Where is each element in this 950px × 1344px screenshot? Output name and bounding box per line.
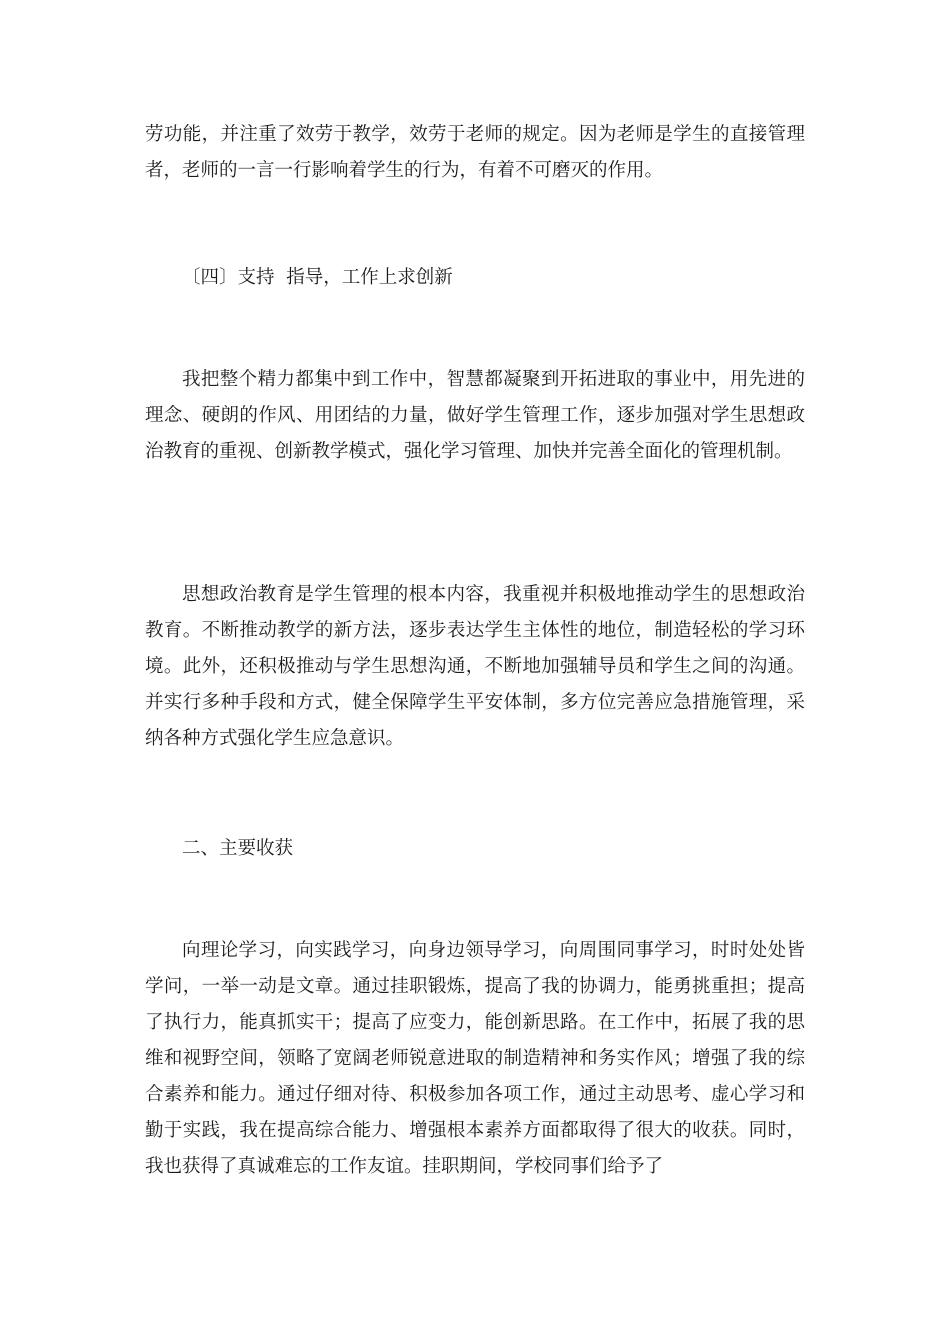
paragraph-political-education: 思想政治教育是学生管理的根本内容，我重视并积极地推动学生的思想政治教育。不断推动教学的新方法，逐步表达学生主体性的地位，制造轻松的学习环境。此外，还积极推动与学生思想沟通，不断地加强辅导员和学生之间的沟通。并实行多种手段和方式，健全保障学生平安体制，多方位完善应急措施管理，采纳各种方式强化学生应急意识。 [145,584,805,749]
section-heading-four: 〔四〕支持 指导，工作上求创新 [182,267,453,288]
paragraph-continuation: 劳功能，并注重了效劳于教学，效劳于老师的规定。因为老师是学生的直接管理者，老师的一言一行影响着学生的行为，有着不可磨灭的作用。 [145,124,805,181]
paragraph-work-focus: 我把整个精力都集中到工作中，智慧都凝聚到开拓进取的事业中，用先进的理念、硬朗的作风、用团结的力量，做好学生管理工作，逐步加强对学生思想政治教育的重视、创新教学模式，强化学习管理、加快并完善全面化的管理机制。 [145,369,805,462]
section-heading-main-gains: 二、主要收获 [182,838,294,859]
paragraph-main-gains: 向理论学习，向实践学习，向身边领导学习，向周围同事学习，时时处处皆学问，一举一动是文章。通过挂职锻炼，提高了我的协调力，能勇挑重担；提高了执行力，能真抓实干；提高了应变力，能创新思路。在工作中，拓展了我的思维和视野空间，领略了宽阔老师锐意进取的制造精神和务实作风；增强了我的综合素养和能力。通过仔细对待、积极参加各项工作，通过主动思考、虚心学习和勤于实践，我在提高综合能力、增强根本素养方面都取得了很大的收获。同时，我也获得了真诚难忘的工作友谊。挂职期间，学校同事们给予了 [145,940,805,1177]
